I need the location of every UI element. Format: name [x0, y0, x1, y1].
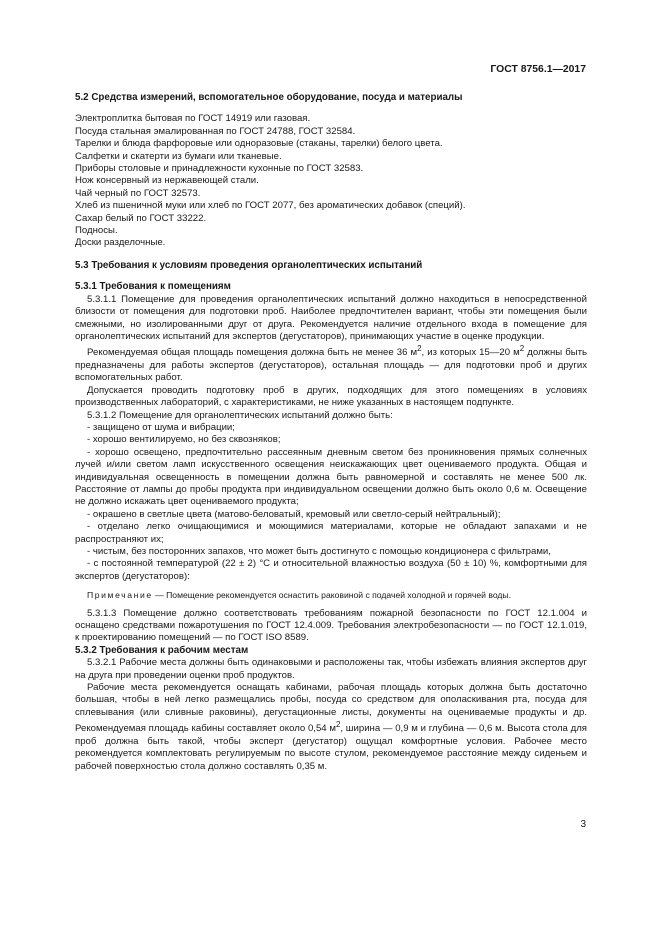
requirement-item: - с постоянной температурой (22 ± 2) °С и относительной влажностью воздуха (50 ± 10) %, комфортными для экспертов (дегустаторов):	[75, 558, 587, 582]
requirement-item: - отделано легко очищающимися и моющимися материалами, которые не обладают запахами и не распространяют их;	[75, 521, 587, 545]
section-5-2-title: 5.2 Средства измерений, вспомогательное оборудование, посуда и материалы	[75, 92, 463, 103]
requirement-item: - хорошо вентилируемо, но без сквозняков;	[87, 434, 281, 446]
paragraph-workplaces: Рабочие места рекомендуется оснащать кабинами, рабочая площадь которых должна быть достаточно большая, чтобы в ней легко размещались пробы, посуда со средством для ополаскивания рта, посуда для сплевывания (или сливные раковины), дегустационные листы, документы на оцениваемые продукты и др. Рекомендуемая площадь кабины составляет около 0,54 $м^2$, ширина — 0,9 м и глубина — 0,6 м. Высота стола для проб должна быть такой, чтобы эксперт (дегустатор) ощущал комфортные условия. Рабочее место рекомендуется комплектовать регулируемым по высоте стулом, рекомендуемое расстояние между сиденьем и рабочей поверхностью стола должно составлять 0,35 м.	[75, 682, 587, 772]
equipment-list	[75, 113, 587, 249]
note-label: Примечание	[87, 590, 153, 601]
requirement-item: - чистым, без посторонних запахов, что может быть достигнуто с помощью кондиционера с фильтрами,	[87, 546, 551, 557]
list-item: Нож консервный из нержавеющей стали.	[75, 175, 259, 187]
requirement-item: - хорошо освещено, предпочтительно рассеянным дневным светом без проникновения прямых солнечных лучей и/или светом ламп искусственного освещения неискажающих цвет оцениваемого продукта. Общая и индивидуальная освещенность в помещении должна быть равномерной и составлять не менее 500 лк. Расстояние от лампы до пробы продукта при индивидуальном освещении должно быть около 0,6 м. Освещение не должно искажать цвет оцениваемого продукта;	[75, 446, 587, 508]
page-number: 3	[580, 819, 586, 830]
section-5-3-title: 5.3 Требования к условиям проведения органолептических испытаний	[75, 259, 423, 271]
list-item: Салфетки и скатерти из бумаги или тканевые.	[75, 150, 282, 162]
subsection-5-3-1-title: 5.3.1 Требования к помещениям	[75, 281, 231, 293]
list-item: Приборы столовые и принадлежности кухонные по ГОСТ 32583.	[75, 163, 364, 175]
list-item: Хлеб из пшеничной муки или хлеб по ГОСТ 2077, без ароматических добавок (специй).	[75, 200, 466, 212]
note-text: — Помещение рекомендуется оснастить раковиной с подачей холодной и горячей воды.	[152, 590, 511, 601]
paragraph-5-3-1-3: 5.3.1.3 Помещение должно соответствовать требованиям пожарной безопасности по ГОСТ 12.1.004 и оснащено средствами пожаротушения по ГОСТ 12.4.009. Требования электробезопасности — по ГОСТ 12.1.019, к проектированию помещений — по ГОСТ ISO 8589.	[75, 607, 587, 644]
list-item: Сахар белый по ГОСТ 33222.	[75, 212, 207, 224]
page-content	[75, 92, 587, 773]
paragraph-5-3-2-1: 5.3.2.1 Рабочие места должны быть одинаковыми и расположены так, чтобы избежать влияния экспертов друг на друга при проведении оценки проб продуктов.	[75, 657, 587, 681]
paragraph-preparation: Допускается проводить подготовку проб в других, подходящих для этого помещениях в условиях производственных лабораторий, с характеристиками, не ниже указанных в настоящем подпункте.	[75, 384, 587, 409]
paragraph-area: Рекомендуемая общая площадь помещения должна быть не менее 36 $м^2$, из которых 15—20 $м^2$ должны быть предназначены для работы экспертов (дегустаторов), остальная площадь — для подготовки проб и других вспомогательных работ.	[75, 344, 587, 384]
list-item: Тарелки и блюда фарфоровые или одноразовые (стаканы, тарелки) белого цвета.	[75, 138, 443, 150]
list-item: Доски разделочные.	[75, 237, 166, 249]
list-item: Электроплитка бытовая по ГОСТ 14919 или газовая.	[75, 113, 311, 125]
note	[75, 589, 587, 601]
subsection-5-3-2-title: 5.3.2 Требования к рабочим местам	[75, 644, 249, 656]
list-item: Посуда стальная эмалированная по ГОСТ 24788, ГОСТ 32584.	[75, 125, 356, 137]
requirement-item: - окрашено в светлые цвета (матово-беловатый, кремовый или светло-серый нейтральный);	[87, 508, 501, 520]
list-item: Чай черный по ГОСТ 32573.	[75, 187, 201, 199]
paragraph-5-3-1-1: 5.3.1.1 Помещение для проведения органолептических испытаний должно находиться в непосредственной близости от помещения для подготовки проб. Наиболее предпочтителен вариант, чтобы эти помещения были смежными, но изолированными друг от друга. Рекомендуется наличие отдельного входа в помещение для органолептических испытаний для экспертов (дегустаторов), принимающих участие в оценке продукции.	[75, 293, 587, 342]
list-item: Подносы.	[75, 225, 118, 237]
requirement-item: - защищено от шума и вибрации;	[87, 421, 235, 433]
paragraph-5-3-1-2: 5.3.1.2 Помещение для органолептических испытаний должно быть:	[87, 409, 393, 421]
document-code: ГОСТ 8756.1—2017	[490, 64, 586, 75]
